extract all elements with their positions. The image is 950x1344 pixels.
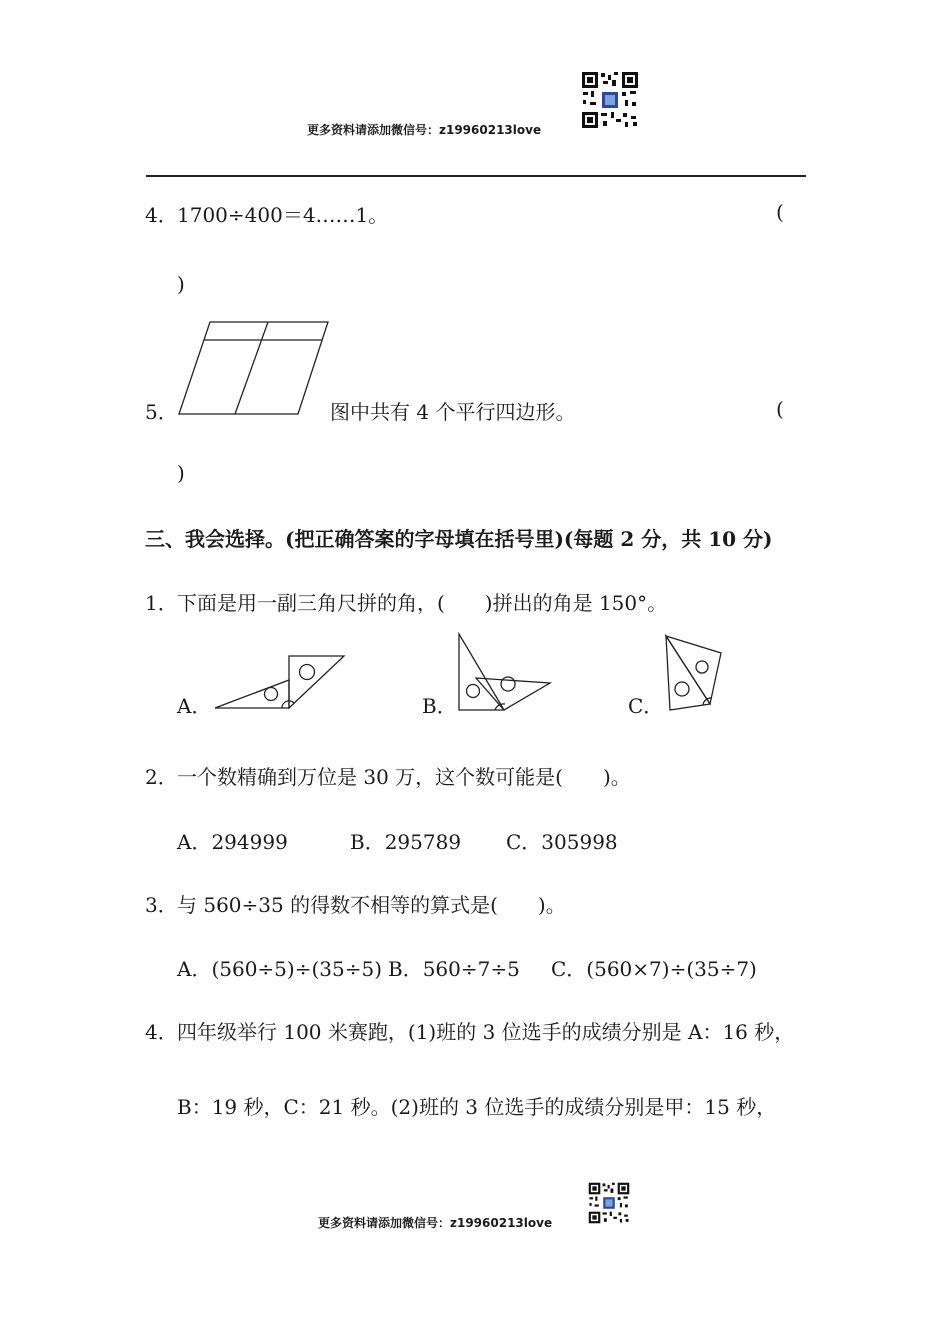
footer-wechat-text: 更多资料请添加微信号：z19960213love: [318, 1216, 553, 1230]
parallelogram-figure: [175, 318, 333, 418]
option-b-triangle-figure: [455, 630, 555, 714]
judge-q4-number: 4．: [145, 203, 178, 227]
choice-q1-option-a-label: A．: [177, 694, 212, 718]
choice-q2-text: 一个数精确到万位是 30 万，这个数可能是( )。: [177, 765, 631, 789]
choice-q2-number: 2．: [145, 765, 178, 789]
judge-q4-answer-close: ): [177, 272, 185, 296]
choice-q3-number: 3．: [145, 893, 178, 917]
judge-q4-text: 1700÷400＝4……1。: [177, 203, 389, 227]
choice-q4-line2: B：19 秒，C：21 秒。(2)班的 3 位选手的成绩分别是甲：15 秒，: [177, 1095, 777, 1119]
choice-q4-number: 4．: [145, 1020, 178, 1044]
choice-q2-option-a: A．294999: [177, 830, 288, 854]
header-qr-code-icon: [581, 71, 639, 129]
section3-title: 三、我会选择。(把正确答案的字母填在括号里)(每题 2 分，共 10 分): [145, 527, 773, 551]
judge-q5-text: 图中共有 4 个平行四边形。: [330, 400, 576, 424]
choice-q3-text: 与 560÷35 的得数不相等的算式是( )。: [177, 893, 566, 917]
option-a-triangle-figure: [210, 650, 350, 712]
choice-q4-line1: 四年级举行 100 米赛跑，(1)班的 3 位选手的成绩分别是 A：16 秒，: [177, 1020, 795, 1044]
footer-qr-code-icon: [588, 1182, 630, 1224]
choice-q3-option-c: C．(560×7)÷(35÷7): [551, 957, 757, 981]
choice-q1-option-b-label: B．: [422, 694, 457, 718]
choice-q1-option-c-label: C．: [628, 694, 664, 718]
option-c-triangle-figure: [660, 630, 728, 714]
choice-q3-option-a: A．(560÷5)÷(35÷5): [177, 957, 382, 981]
choice-q2-option-b: B．295789: [350, 830, 462, 854]
choice-q1-text: 下面是用一副三角尺拼的角，( )拼出的角是 150°。: [177, 591, 668, 615]
choice-q1-number: 1．: [145, 591, 178, 615]
judge-q5-answer-close: ): [177, 461, 185, 485]
header-wechat-text: 更多资料请添加微信号：z19960213love: [307, 123, 542, 137]
judge-q5-number: 5．: [145, 400, 178, 424]
choice-q3-option-b: B．560÷7÷5: [388, 957, 520, 981]
choice-q2-option-c: C．305998: [506, 830, 618, 854]
judge-q4-answer-open: (: [776, 200, 784, 224]
header-divider: [146, 175, 806, 177]
judge-q5-answer-open: (: [776, 397, 784, 421]
